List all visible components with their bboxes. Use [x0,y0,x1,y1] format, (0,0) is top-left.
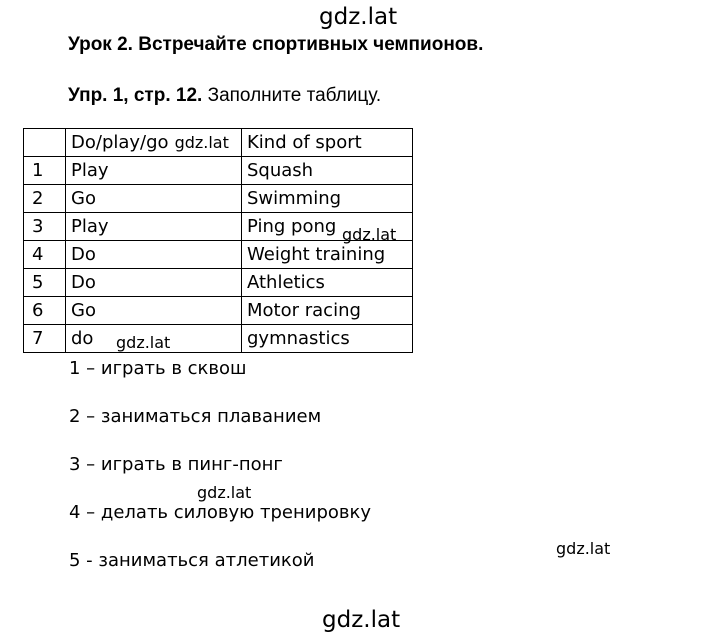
watermark-header: gdz.lat [174,133,229,152]
row-sport: Motor racing [242,297,413,325]
row-number: 2 [24,185,66,213]
translation-item: 3 – играть в пинг-понг [69,454,283,475]
header-number [24,129,66,157]
task-line [68,85,381,107]
table-row [24,185,413,213]
table-row [24,297,413,325]
row-verb [66,325,242,353]
watermark-mid: gdz.lat [197,483,252,502]
row-sport: Athletics [242,269,413,297]
row-sport [242,213,413,244]
row-sport: Squash [242,157,413,185]
row-verb: Play [66,213,242,241]
translation-item: 4 – делать силовую тренировку [69,502,372,523]
table-row [24,325,413,353]
row-number: 6 [24,297,66,325]
row-sport-label: Ping pong [247,216,337,237]
row-number: 3 [24,213,66,241]
row-verb-label: do [71,328,94,349]
table-row [24,241,413,269]
translations-list [69,358,371,598]
row-sport: Swimming [242,185,413,213]
task-instruction: Заполните таблицу. [207,85,382,106]
translation-item: 1 – играть в сквош [69,358,247,379]
row-verb: Go [66,297,242,325]
header-verb [66,129,242,157]
watermark-bottom: gdz.lat [322,607,401,633]
row-verb: Play [66,157,242,185]
lesson-title: Урок 2. Встречайте спортивных чемпионов. [68,34,484,55]
header-sport: Kind of sport [242,129,413,157]
row-number: 4 [24,241,66,269]
row-sport: Weight training [242,241,413,269]
row-number: 5 [24,269,66,297]
table-row [24,157,413,185]
task-reference: Упр. 1, стр. 12. [68,85,203,106]
row-verb: Do [66,241,242,269]
watermark-right: gdz.lat [556,539,611,558]
sports-table [23,128,413,353]
row-number: 1 [24,157,66,185]
table-row [24,213,413,241]
translation-item: 2 – заниматься плаванием [69,406,322,427]
header-verb-label: Do/play/go [71,132,169,153]
watermark-row-7: gdz.lat [116,333,171,352]
row-number: 7 [24,325,66,353]
row-verb: Do [66,269,242,297]
row-verb: Go [66,185,242,213]
watermark-row-3: gdz.lat [342,225,397,244]
row-sport: gymnastics [242,325,413,353]
table-row [24,269,413,297]
watermark-top: gdz.lat [319,4,398,30]
table-header-row [24,129,413,157]
translation-item: 5 - заниматься атлетикой [69,550,315,571]
